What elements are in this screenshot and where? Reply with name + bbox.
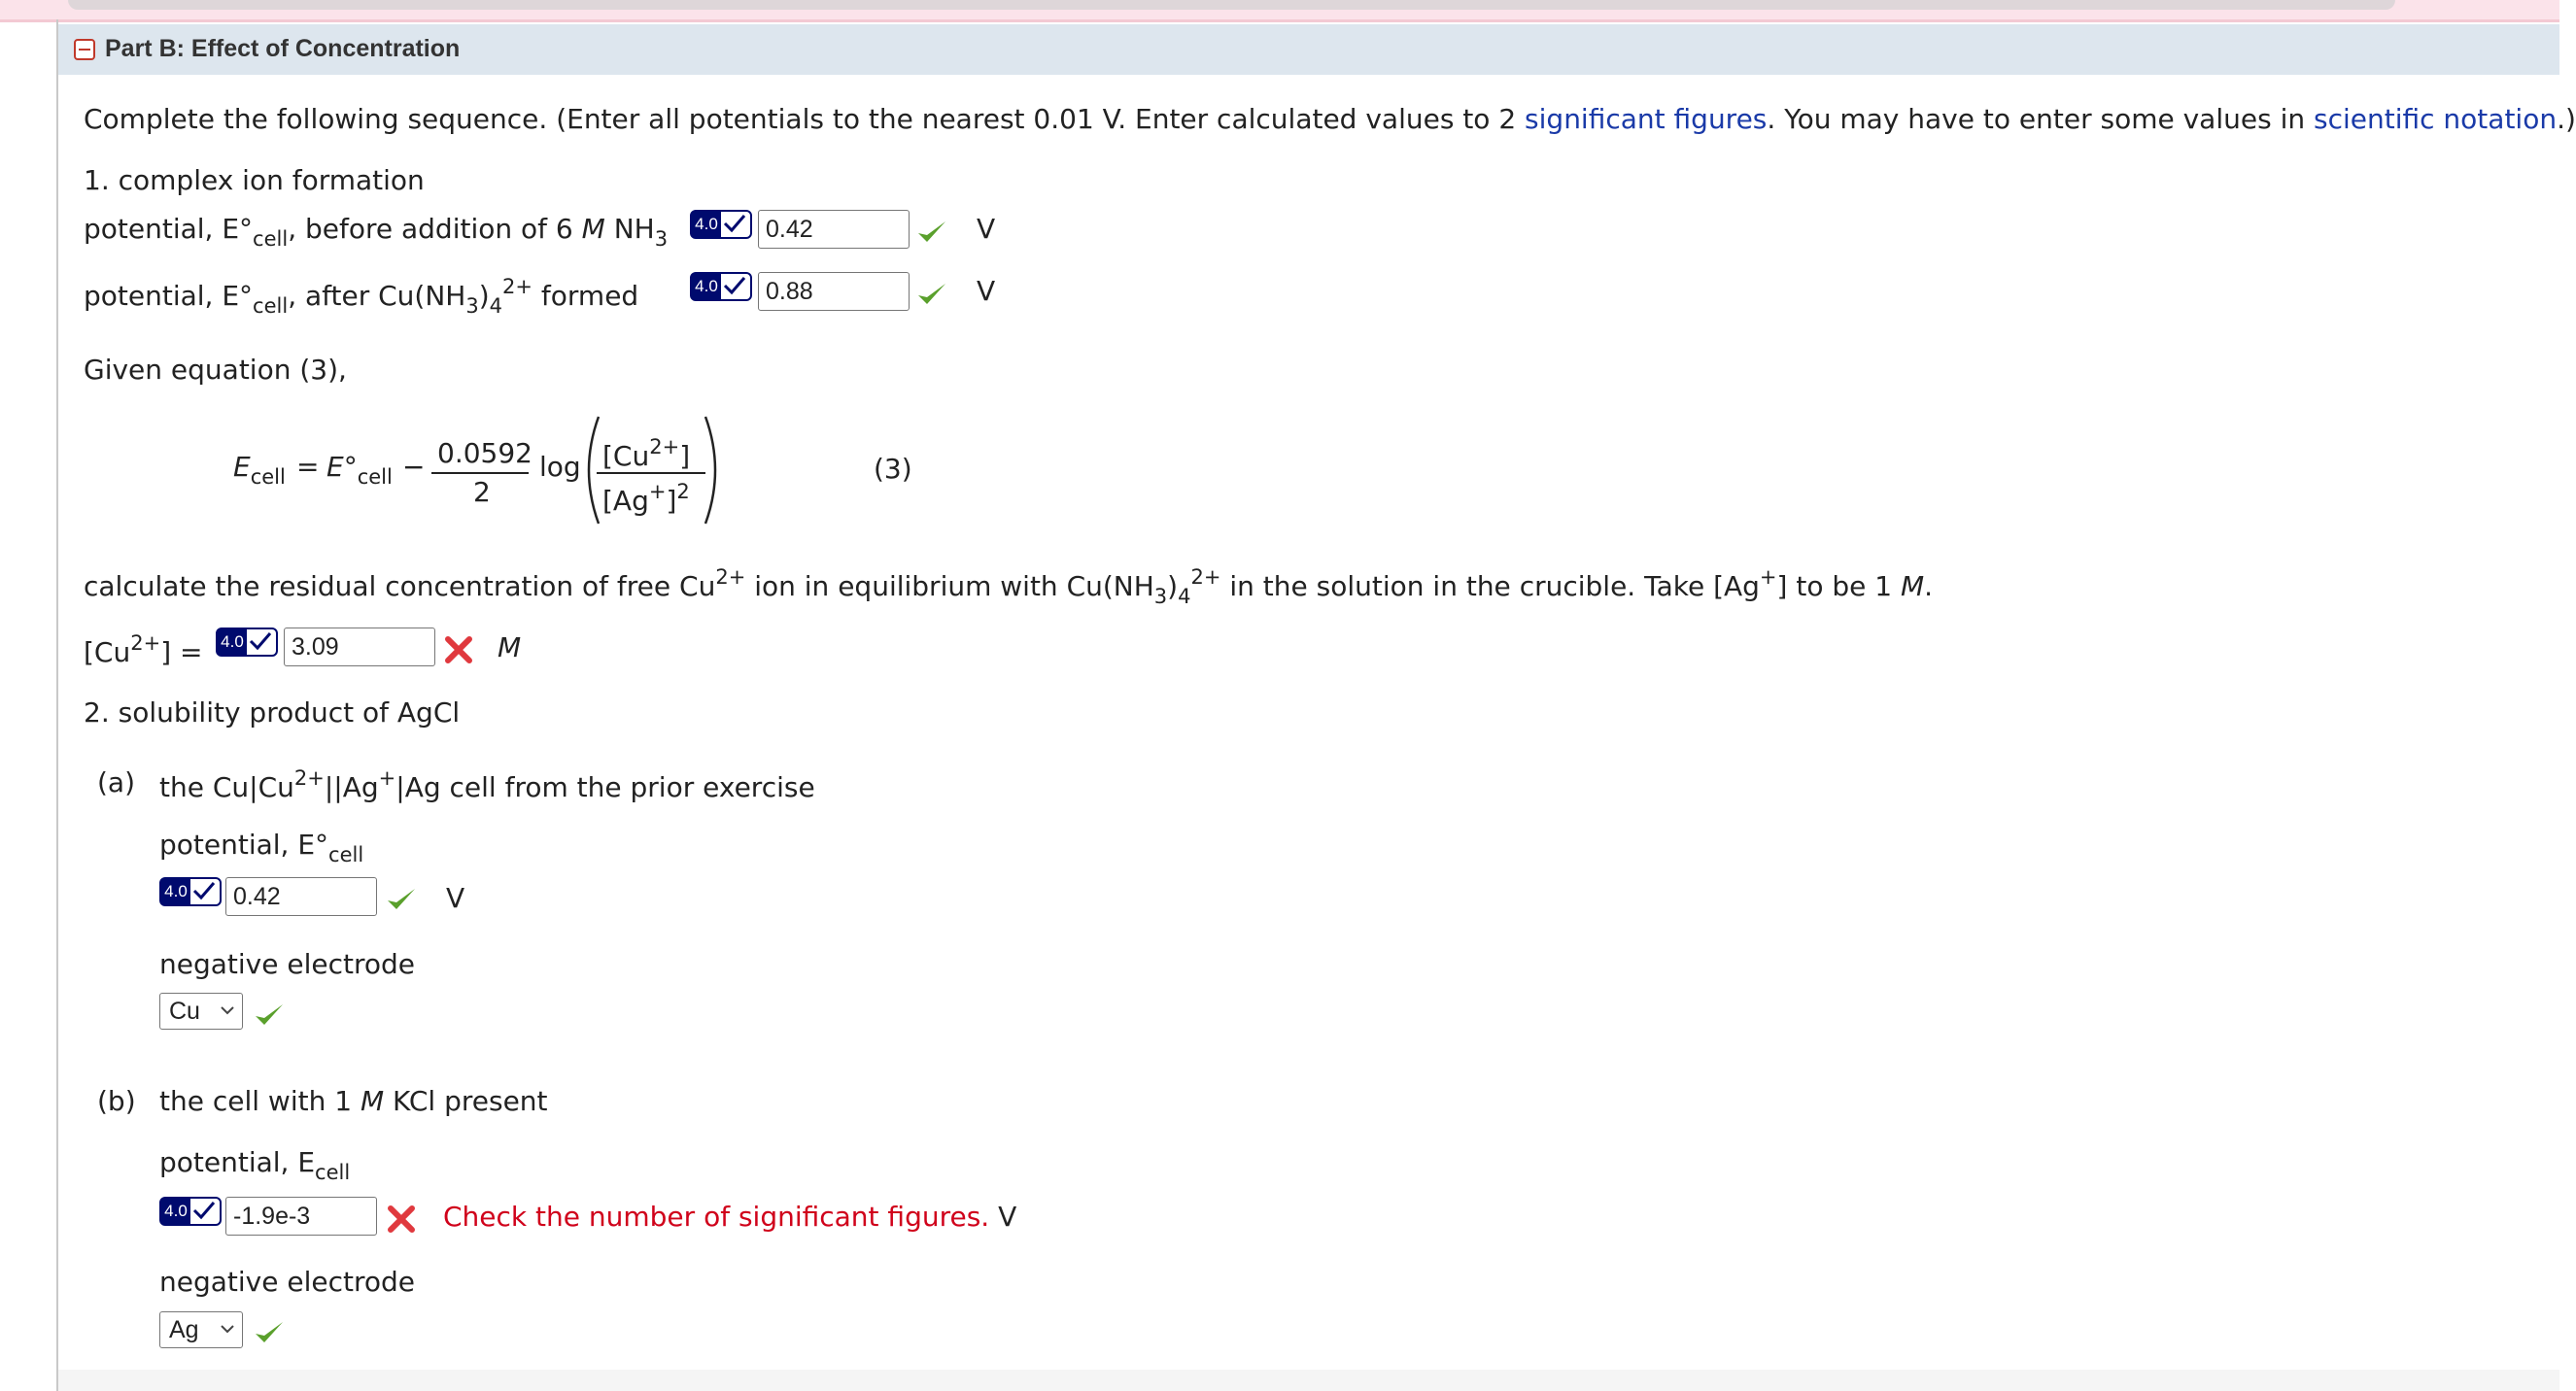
- part-a-potential-label: potential, $E^\circ_{cell}$: [159, 829, 364, 866]
- section-header[interactable]: [58, 24, 2559, 75]
- check-icon: [189, 1196, 218, 1225]
- version-badge: 4.0: [690, 272, 752, 301]
- equation-equals: =: [296, 451, 320, 483]
- part-b-potential-input[interactable]: [225, 1197, 377, 1236]
- version-badge: 4.0: [216, 628, 278, 657]
- equation-numerator: 0.0592: [437, 437, 532, 469]
- part-a-potential-input[interactable]: [225, 877, 377, 916]
- bottom-band: [58, 1370, 2559, 1391]
- check-icon: [245, 627, 274, 656]
- scientific-notation-link[interactable]: scientific notation: [2314, 103, 2558, 135]
- part-b-text: the cell with 1 M KCl present: [159, 1085, 548, 1117]
- unit-label: V: [977, 275, 996, 307]
- incorrect-x-icon: [385, 1203, 418, 1236]
- check-icon: [189, 876, 218, 905]
- row2-label: potential, $E^\circ_{cell}$, after $Cu(NH_3)_4^{2+}$ formed: [84, 275, 639, 318]
- correct-check-icon: [253, 999, 286, 1032]
- correct-check-icon: [915, 278, 948, 311]
- part-b-negative-electrode-select[interactable]: Ag: [159, 1311, 243, 1348]
- collapse-icon[interactable]: [74, 39, 95, 60]
- cu-fraction-numerator: $[Cu^{2+}]$: [602, 435, 691, 472]
- fraction-bar: [431, 472, 529, 474]
- fraction-bar: [597, 472, 705, 474]
- equation-lhs: $E_{cell}$: [233, 451, 286, 489]
- part-b-feedback: Check the number of significant figures. V: [443, 1201, 1017, 1233]
- right-paren: [702, 413, 731, 527]
- chevron-down-icon: [219, 1320, 236, 1338]
- part-a-tag: (a): [97, 766, 136, 798]
- unit-label: V: [977, 213, 996, 245]
- ecell-before-input[interactable]: [758, 210, 910, 249]
- cu-conc-input[interactable]: [284, 628, 435, 666]
- check-icon: [719, 209, 748, 238]
- calc-instructions: calculate the residual concentration of free $Cu^{2+}$ ion in equilibrium with $Cu(NH_3)_4^{2+}$ in the solution in the crucible. Take [Ag+] to be 1 M.: [84, 565, 1934, 608]
- significant-figures-link[interactable]: significant figures: [1525, 103, 1768, 135]
- part-b-tag: (b): [97, 1085, 136, 1117]
- ecell-after-input[interactable]: [758, 272, 910, 311]
- left-paren: [573, 413, 602, 527]
- chevron-down-icon: [219, 1001, 236, 1019]
- part-a-negative-electrode-select[interactable]: Cu: [159, 993, 243, 1030]
- unit-label: V: [446, 882, 465, 914]
- part2-heading: 2. solubility product of AgCl: [84, 696, 461, 729]
- given-text: Given equation (3),: [84, 354, 347, 386]
- equation-number: (3): [874, 453, 912, 485]
- part-a-text: the $Cu|Cu^{2+}||Ag^+|Ag$ cell from the prior exercise: [159, 766, 815, 803]
- ag-fraction-denominator: $[Ag^+]^2$: [602, 480, 690, 517]
- unit-label: M: [498, 631, 522, 663]
- part1-heading: 1. complex ion formation: [84, 164, 425, 196]
- instructions: Complete the following sequence. (Enter all potentials to the nearest 0.01 V. Enter calculated values to 2 significant figures. You may have to enter some values in scientific notation.): [84, 103, 2576, 135]
- check-icon: [719, 271, 748, 300]
- equation-minus: −: [402, 451, 426, 483]
- row1-label: potential, $E^\circ_{cell}$, before addition of 6 M $NH_3$: [84, 213, 669, 251]
- correct-check-icon: [385, 883, 418, 916]
- equation-log: log: [539, 451, 581, 483]
- correct-check-icon: [915, 216, 948, 249]
- incorrect-x-icon: [442, 633, 475, 666]
- version-badge: 4.0: [690, 210, 752, 239]
- version-badge: 4.0: [159, 877, 222, 906]
- part-b-potential-label: potential, $E_{cell}$: [159, 1146, 351, 1184]
- cu-conc-label: $[Cu^{2+}]$ =: [84, 631, 203, 668]
- equation-denominator: 2: [473, 476, 491, 508]
- part-b-negative-electrode-label: negative electrode: [159, 1266, 415, 1298]
- correct-check-icon: [253, 1316, 286, 1349]
- equation-e0: $E^\circ_{cell}$: [326, 451, 393, 489]
- top-divider: [0, 19, 2559, 22]
- part-a-negative-electrode-label: negative electrode: [159, 948, 415, 980]
- version-badge: 4.0: [159, 1197, 222, 1226]
- top-band: [0, 0, 2559, 19]
- section-title: Part B: Effect of Concentration: [105, 35, 461, 62]
- top-scroll-bar: [68, 0, 2395, 10]
- left-rule: [56, 19, 58, 1391]
